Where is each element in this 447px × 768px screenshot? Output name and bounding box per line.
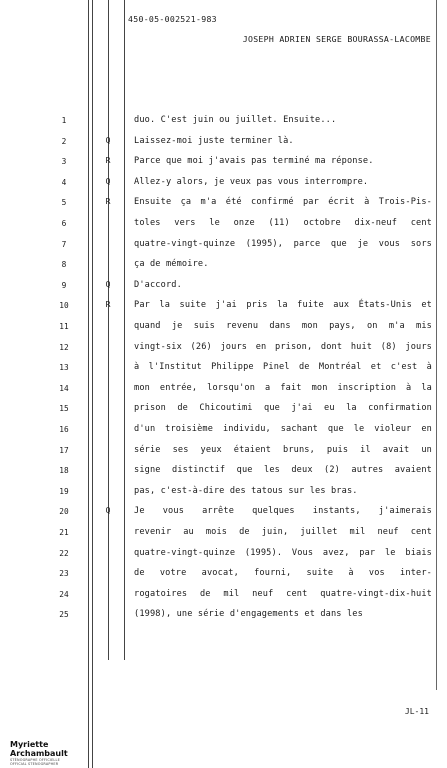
transcript-line-text: à l'Institut Philippe Pinel de Montréal et c'est à: [134, 362, 432, 373]
speaker-marker: Q: [105, 135, 111, 145]
line-number: 22: [59, 548, 69, 558]
speaker-marker: R: [105, 197, 111, 207]
transcript-line-text: quatre-vingt-quinze (1995). Vous avez, par le biais: [134, 547, 432, 558]
transcript-line-text: pas, c'est-à-dire des tatous sur les bras.: [134, 485, 358, 496]
line-number: 9: [61, 280, 67, 290]
transcript-line-text: (1998), une série d'engagements et dans les: [134, 609, 363, 620]
line-number: 12: [59, 342, 69, 352]
line-number: 11: [59, 322, 69, 331]
transcript-line-text: de votre avocat, fourni, suite à vos inter-: [134, 568, 432, 579]
speaker-marker: R: [105, 300, 111, 310]
stenographer-title: STÉNOGRAPHE OFFICIELLE: [10, 758, 60, 762]
line-number: 8: [61, 260, 67, 270]
transcript-line-text: Parce que moi j'avais pas terminé ma réponse.: [134, 156, 374, 167]
speaker-marker: R: [105, 156, 111, 166]
transcript-line-text: ça de mémoire.: [134, 259, 209, 270]
line-number: 13: [59, 363, 69, 373]
transcript-line-text: D'accord.: [134, 279, 182, 290]
line-number: 1: [61, 116, 67, 125]
stenographer-logo: [10, 740, 90, 767]
margin-rule: [92, 0, 93, 768]
transcript-line-text: rogatoires de mil neuf cent quatre-vingt-dix-huit: [134, 588, 432, 599]
transcript-line-text: Je vous arrête quelques instants, j'aimerais: [134, 506, 432, 517]
line-number: 24: [59, 589, 69, 599]
transcript-line-text: prison de Chicoutimi que j'ai eu la confirmation: [134, 403, 432, 414]
text-column-rule: [124, 0, 125, 660]
line-number: 15: [59, 404, 69, 414]
speaker-marker: Q: [105, 176, 111, 186]
line-number: 21: [59, 528, 69, 537]
transcript-line-text: revenir au mois de juin, juillet mil neuf cent: [134, 527, 432, 537]
speaker-marker: Q: [105, 506, 111, 516]
page-reference: JL-11: [404, 707, 429, 716]
transcript-line-text: Ensuite ça m'a été confirmé par écrit à Trois-Pis-: [134, 197, 432, 208]
transcript-line-text: quand je suis revenu dans mon pays, on m'a mis: [134, 321, 432, 331]
transcript-line-text: série ses yeux étaient bruns, puis il avait un: [134, 444, 432, 455]
line-number: 17: [59, 445, 69, 455]
line-number: 25: [59, 610, 69, 620]
transcript-line-text: vingt-six (26) jours en prison, dont huit (8) jours: [134, 341, 432, 352]
line-number: 3: [61, 157, 67, 167]
line-number: 20: [59, 507, 69, 517]
transcript-line-text: Laissez-moi juste terminer là.: [134, 135, 294, 146]
transcript-line-text: d'un troisième individu, sachant que le violeur en: [134, 424, 432, 434]
witness-name: JOSEPH ADRIEN SERGE BOURASSA-LACOMBE: [242, 34, 431, 44]
stenographer-name: Myriette Archambault: [10, 740, 68, 758]
line-number: 7: [61, 239, 67, 249]
line-number: 2: [61, 136, 67, 146]
line-number: 16: [59, 425, 69, 434]
line-number: 19: [59, 486, 69, 496]
margin-rule: [88, 0, 89, 768]
transcript-line-text: signe distinctif que les deux (2) autres avaient: [134, 465, 432, 476]
speaker-marker: Q: [105, 279, 111, 289]
transcript-line-text: duo. C'est juin ou juillet. Ensuite...: [134, 115, 337, 125]
speaker-column-rule: [108, 0, 109, 660]
case-number: 450-05-002521-983: [128, 14, 217, 24]
stenographer-title-en: OFFICIAL STENOGRAPHER: [10, 762, 59, 767]
transcript-line-text: quatre-vingt-quinze (1995), parce que je vous sors: [134, 238, 432, 249]
transcript-line-text: Allez-y alors, je veux pas vous interrompre.: [134, 176, 369, 187]
transcript-line-text: toles vers le onze (11) octobre dix-neuf cent: [134, 218, 432, 228]
line-number: 14: [59, 383, 69, 393]
line-number: 4: [61, 177, 67, 187]
line-number: 10: [59, 301, 69, 311]
right-margin-rule: [436, 0, 437, 690]
line-number: 18: [59, 466, 69, 476]
transcript-line-text: Par la suite j'ai pris la fuite aux États-Unis et: [134, 300, 432, 311]
line-number: 6: [61, 219, 67, 228]
line-number: 23: [59, 569, 69, 579]
line-number: 5: [61, 198, 67, 208]
transcript-line-text: mon entrée, lorsqu'on a fait mon inscription à la: [134, 382, 432, 393]
